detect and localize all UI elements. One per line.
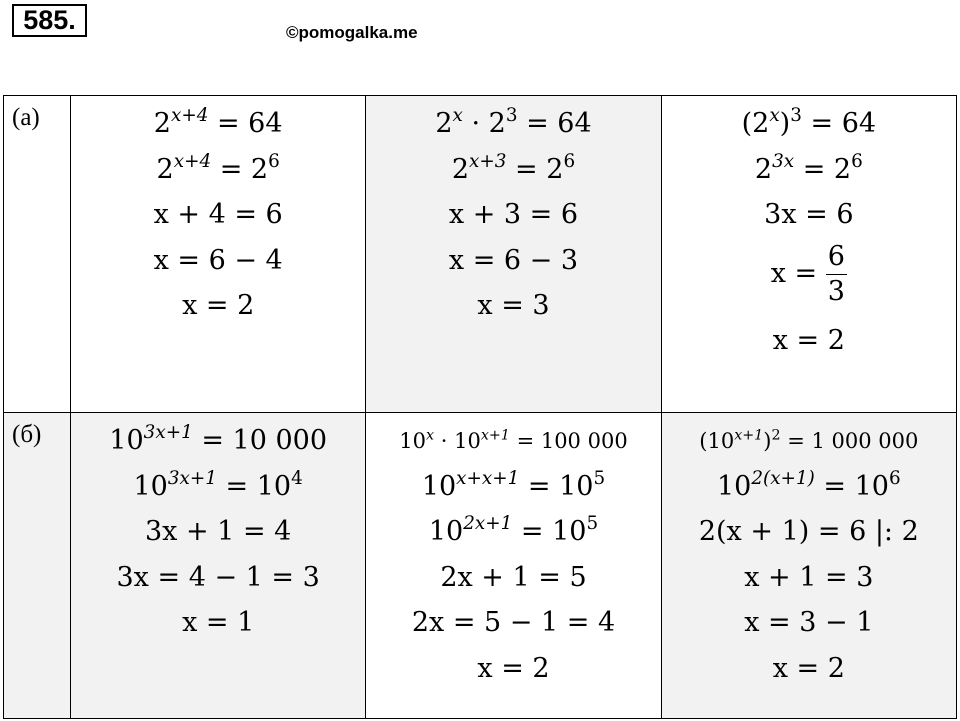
equation-line: x = 2 [477, 652, 550, 684]
equation-line: $2^{x+4} = 64$ [153, 104, 283, 139]
equation-line: $2^{x+4} = 2^6$ [156, 150, 280, 185]
cell-b3 [661, 413, 956, 719]
table-row-a [4, 96, 957, 413]
equation-line: x = 6 − 3 [448, 244, 579, 276]
equation-line: x + 4 = 6 [153, 199, 283, 230]
equation-line: 3x = 6 [764, 199, 854, 230]
equation-line: $(10^{x+1})^2 = 1$ 000 000 [699, 427, 919, 453]
equation-line: x = 3 [477, 290, 550, 321]
equation-line: $2^{3x} = 2^6$ [754, 150, 863, 185]
equation-line: x = 6 − 4 [153, 244, 283, 276]
problem-number: 585. [12, 4, 87, 37]
equation-line: 3x = 4 − 1 = 3 [116, 561, 320, 593]
equation-line: x = 2 [772, 324, 845, 356]
equation-line: $(2^x)^3 = 64$ [741, 104, 877, 139]
row-label-b: (б) [4, 413, 71, 719]
equation-line: $10^{3x+1} = 10^4$ [133, 467, 303, 502]
equation-line: $10^{2(x+1)} = 10^6$ [717, 467, 901, 502]
watermark-text: ©pomogalka.me [286, 23, 418, 42]
table-row-b [4, 413, 957, 719]
equation-line: x + 1 = 3 [744, 561, 874, 593]
equation-line: 2x = 5 − 1 = 4 [411, 607, 616, 638]
cell-a2 [366, 96, 661, 413]
equation-line: $2^x \cdot 2^3 = 64$ [435, 104, 592, 139]
equation-line: x = 2 [772, 652, 845, 684]
equation-line: $10^{3x+1} = 10$ 000 [109, 421, 328, 456]
equation-line: $10^{x+x+1} = 10^5$ [421, 467, 606, 502]
equation-line: $10^{2x+1} = 10^5$ [428, 512, 599, 547]
cell-b2 [366, 413, 661, 719]
cell-a1 [71, 96, 366, 413]
row-label-a: (а) [4, 96, 71, 413]
fraction: $\frac{6}{3}$ [827, 240, 845, 307]
equation-line: x = 3 − 1 [744, 607, 874, 638]
equation-line: 2x + 1 = 5 [440, 561, 587, 593]
equation-line: $2^{x+3} = 2^6$ [451, 150, 576, 185]
equation-line-fraction: x = $\frac{6}{3}$ [770, 240, 845, 307]
cell-a3 [661, 96, 956, 413]
equation-line: x = 2 [182, 290, 255, 321]
equation-line: 3x + 1 = 4 [144, 516, 292, 547]
equation-line: x + 3 = 6 [448, 199, 579, 230]
equation-line: $10^x \cdot 10^{x+1} = 100$ 000 [399, 427, 628, 453]
equation-line: x = 1 [182, 607, 255, 638]
cell-b1 [71, 413, 366, 719]
solution-table [3, 95, 957, 719]
equation-line: 2(x + 1) = 6 |: 2 [698, 516, 919, 547]
